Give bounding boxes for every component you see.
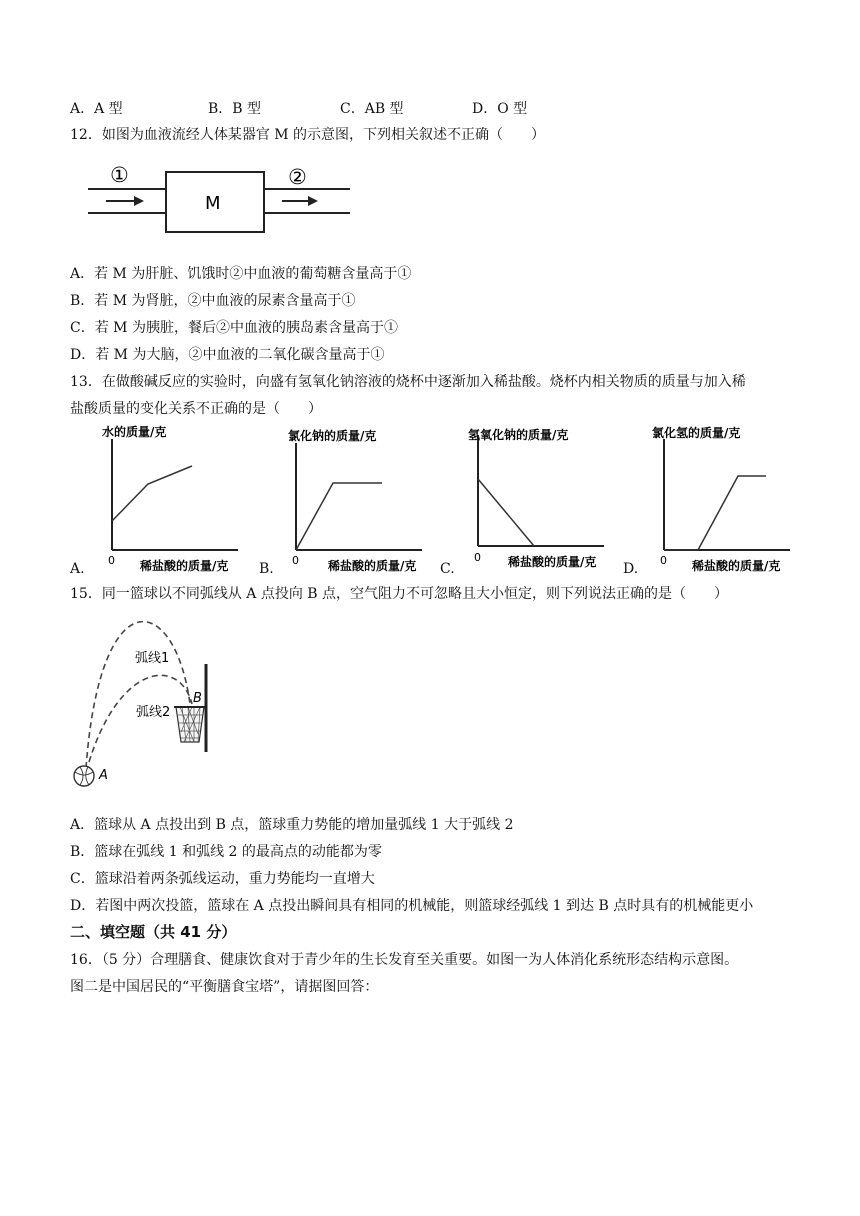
q13-stem-line1: 13．在做酸碱反应的实验时，向盛有氢氧化钠溶液的烧杯中逐渐加入稀盐酸。烧杯内相关物质的质量与加入稀 — [70, 374, 746, 390]
graph-b-xlabel: 稀盐酸的质量/克 — [328, 559, 417, 573]
q13-stem-line2: 盐酸质量的变化关系不正确的是（ ） — [70, 401, 322, 417]
graph-c-letter: C. — [440, 561, 455, 577]
graph-b — [282, 425, 442, 575]
graph-a-letter: A. — [70, 561, 85, 577]
section-heading: 二、填空题（共 41 分） — [70, 923, 237, 941]
organ-label: M — [205, 193, 221, 214]
q15-option-d: D．若图中两次投篮，篮球在 A 点投出瞬间具有相同的机械能，则篮球经弧线 1 到达 B 点时具有的机械能更小 — [70, 898, 754, 914]
graph-a-xlabel: 稀盐酸的质量/克 — [140, 559, 229, 573]
graph-a-ylabel: 水的质量/克 — [102, 425, 167, 439]
graph-c-xlabel: 稀盐酸的质量/克 — [508, 555, 597, 569]
inflow-label: ① — [110, 163, 129, 187]
graph-c-ylabel: 氢氧化钠的质量/克 — [468, 428, 569, 442]
point-b-label: B — [193, 691, 202, 706]
graph-c-curve — [478, 479, 534, 546]
q12-option-d: D．若 M 为大脑，②中血液的二氧化碳含量高于① — [70, 347, 385, 363]
graph-c — [464, 425, 634, 575]
basketball — [74, 766, 94, 786]
arc-1-label: 弧线1 — [135, 651, 170, 666]
q16-line2: 图二是中国居民的“平衡膳食宝塔”，请据图回答： — [70, 979, 379, 995]
q11-option-b: B．B 型 — [208, 101, 262, 117]
graph-b-origin: 0 — [292, 554, 299, 567]
q12-organ-diagram — [88, 160, 378, 240]
graph-a — [96, 425, 256, 575]
q16-line1: 16．（5 分）合理膳食、健康饮食对于青少年的生长发育至关重要。如图一为人体消化系统形态结构示意图。 — [70, 952, 739, 968]
graph-b-curve — [296, 483, 382, 550]
q12-option-c: C．若 M 为胰脏，餐后②中血液的胰岛素含量高于① — [70, 320, 398, 336]
q11-option-d: D．O 型 — [472, 101, 528, 117]
q12-option-a: A．若 M 为肝脏、饥饿时②中血液的葡萄糖含量高于① — [70, 266, 412, 282]
q15-stem: 15．同一篮球以不同弧线从 A 点投向 B 点，空气阻力不可忽略且大小恒定，则下列说法正确的是（ ） — [70, 586, 729, 602]
graph-b-ylabel: 氯化钠的质量/克 — [288, 429, 377, 443]
arc-2-label: 弧线2 — [136, 705, 171, 720]
q11-option-c: C．AB 型 — [340, 101, 404, 117]
graph-d-ylabel: 氯化氢的质量/克 — [652, 426, 741, 440]
graph-a-origin: 0 — [108, 554, 115, 567]
graph-c-origin: 0 — [474, 551, 481, 564]
graph-b-letter: B. — [259, 561, 274, 577]
point-a-label: A — [99, 768, 108, 783]
graph-d-xlabel: 稀盐酸的质量/克 — [692, 559, 781, 573]
q12-option-b: B．若 M 为肾脏，②中血液的尿素含量高于① — [70, 293, 356, 309]
graph-d — [650, 425, 820, 575]
outflow-label: ② — [288, 165, 307, 189]
q15-option-a: A．篮球从 A 点投出到 B 点，篮球重力势能的增加量弧线 1 大于弧线 2 — [70, 817, 514, 833]
graph-d-letter: D. — [623, 561, 639, 577]
graph-a-curve — [112, 466, 192, 521]
arc-1 — [86, 622, 190, 768]
q15-option-c: C．篮球沿着两条弧线运动，重力势能均一直增大 — [70, 871, 375, 887]
q12-stem: 12．如图为血液流经人体某器官 M 的示意图，下列相关叙述不正确（ ） — [70, 127, 546, 143]
graph-d-curve — [664, 476, 766, 550]
q15-option-b: B．篮球在弧线 1 和弧线 2 的最高点的动能都为零 — [70, 844, 382, 860]
graph-d-origin: 0 — [660, 554, 667, 567]
q15-basketball-diagram — [70, 612, 250, 807]
q11-option-a: A．A 型 — [70, 101, 123, 117]
